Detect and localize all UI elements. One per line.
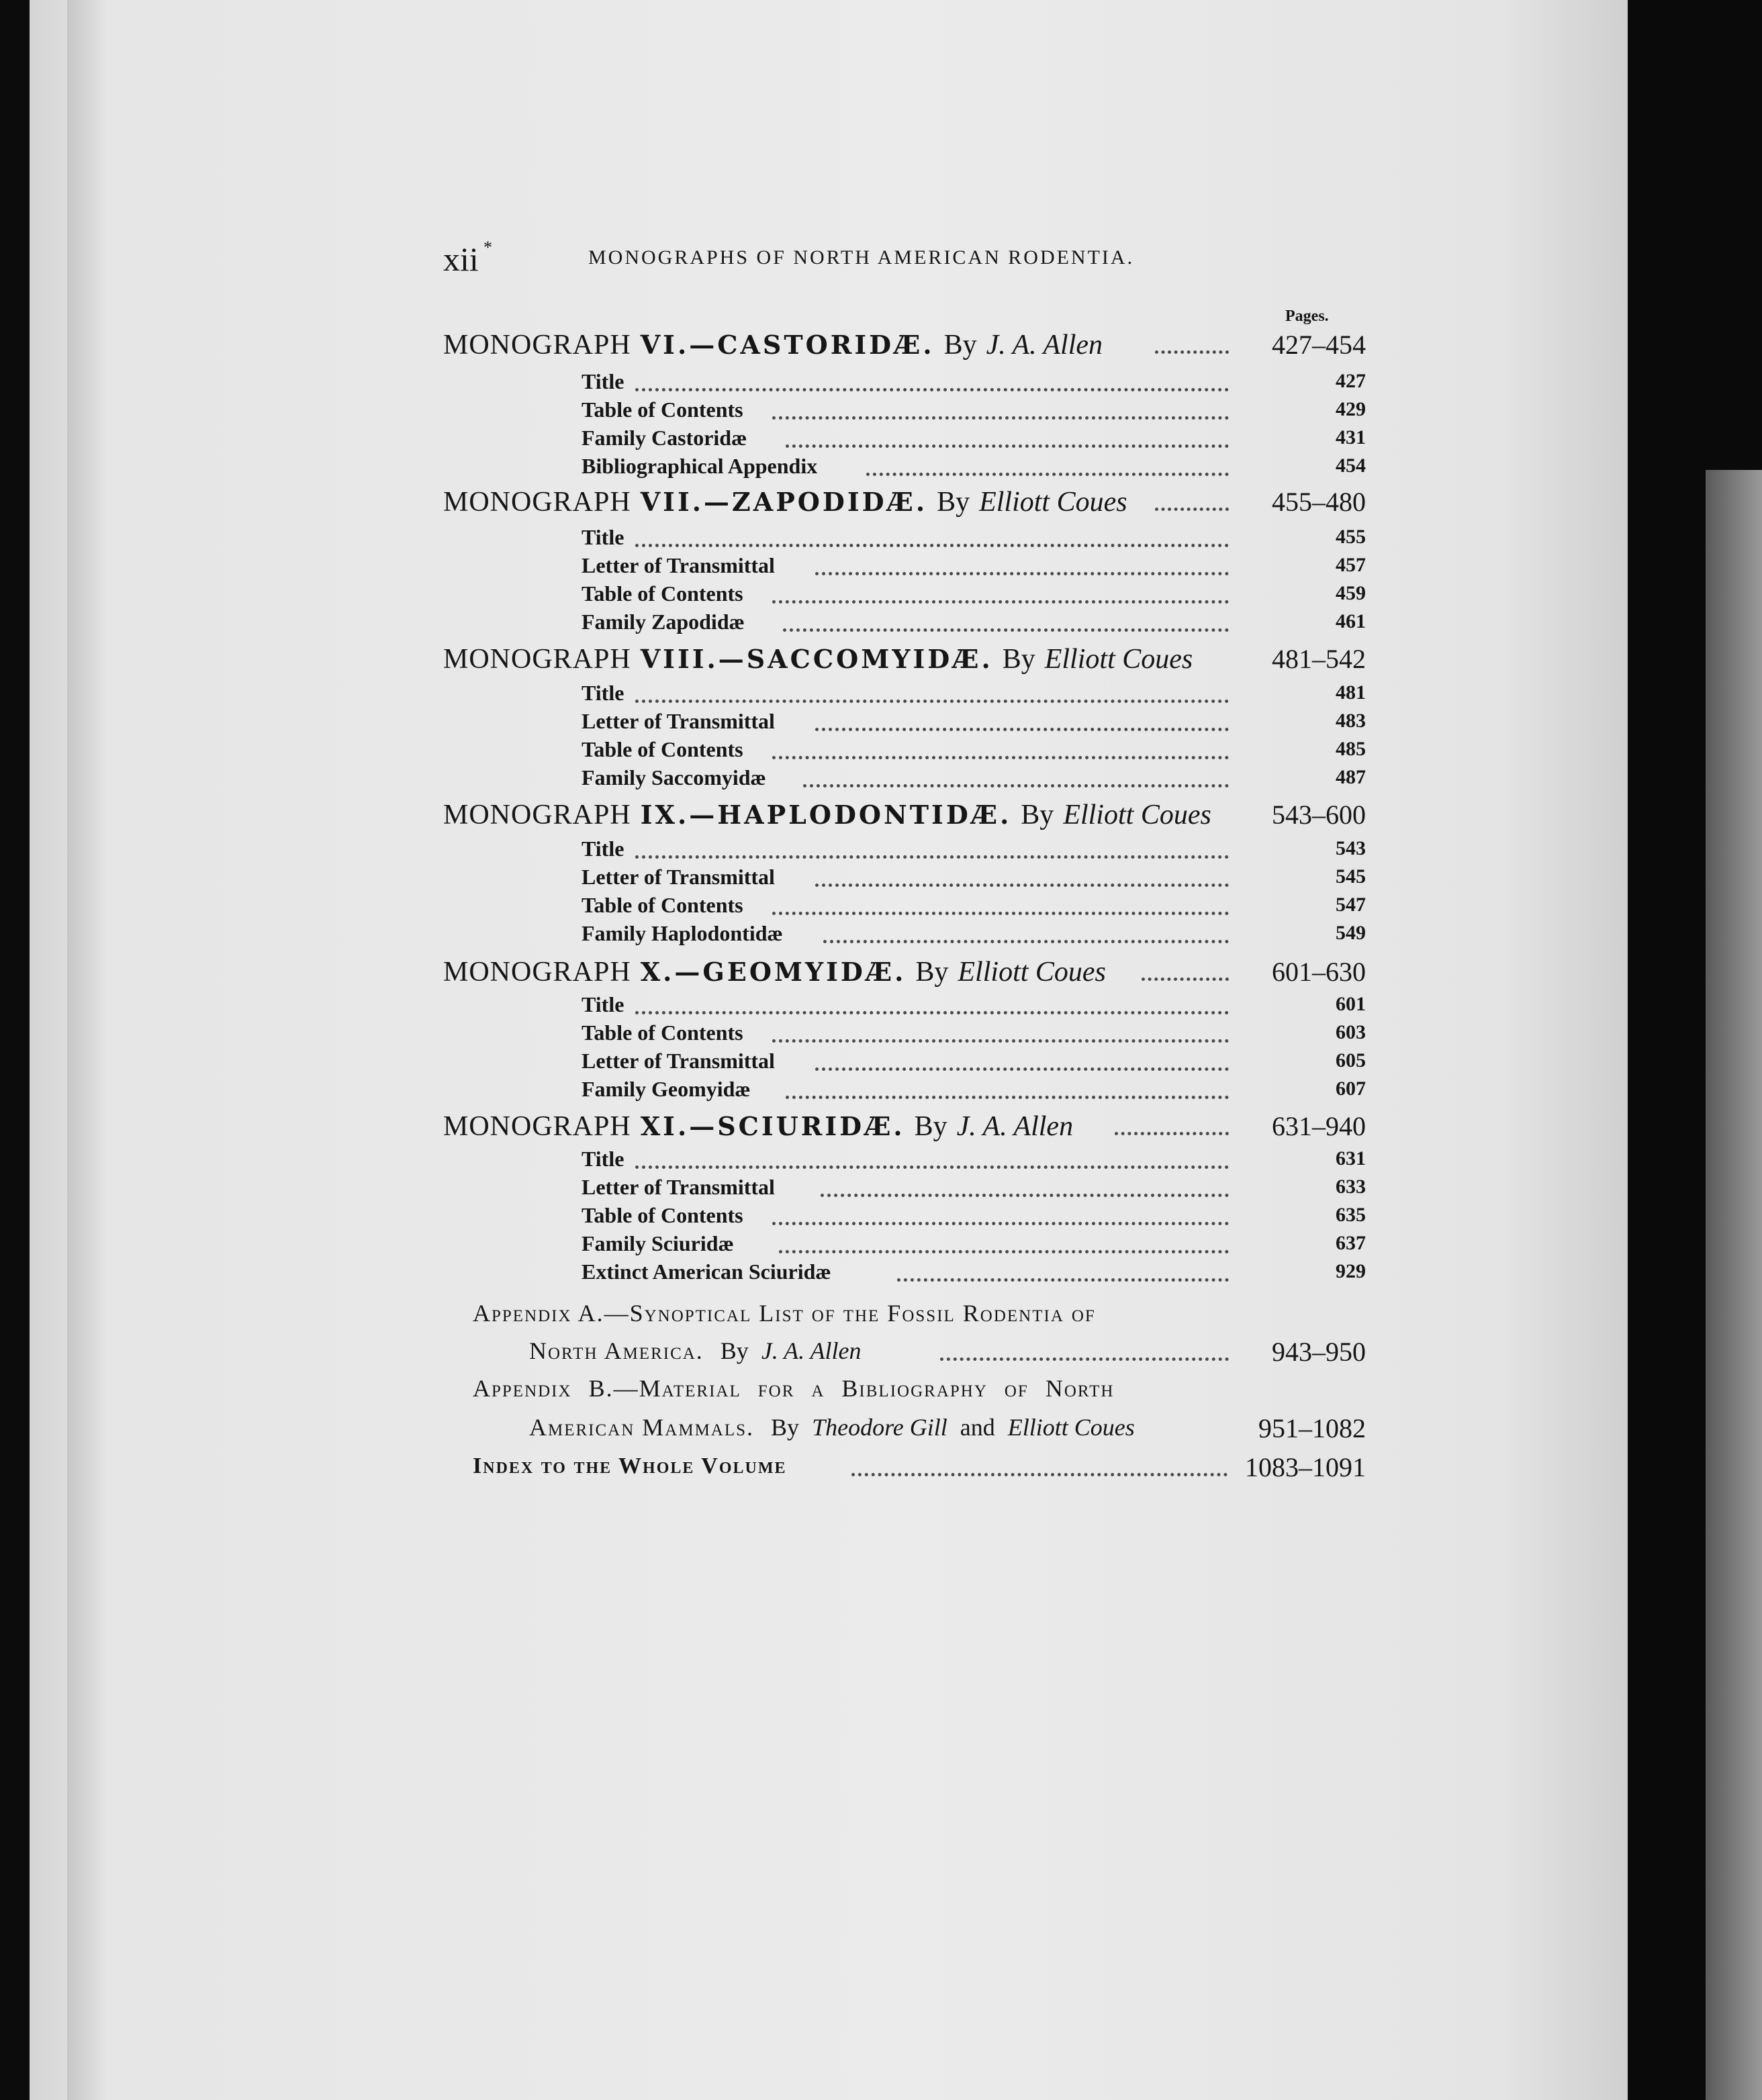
- leader-dots: [815, 565, 1229, 575]
- toc-entry: [0, 368, 1762, 397]
- by-word: By: [943, 330, 977, 361]
- toc-entry: [0, 991, 1762, 1020]
- appendix-title-line2: North America.: [529, 1337, 704, 1364]
- entry-page: 427: [1336, 370, 1366, 392]
- leader-dots: [635, 1004, 1229, 1014]
- appendix-author: Theodore Gill: [812, 1414, 947, 1441]
- monograph-heading: [0, 799, 1762, 828]
- leader-dots: [1142, 971, 1229, 981]
- monograph-page-range: 543–600: [1272, 800, 1366, 830]
- toc-entry: [0, 736, 1762, 765]
- entry-page: 485: [1336, 738, 1366, 760]
- leader-dots: [635, 537, 1229, 547]
- entry-label: Table of Contents: [582, 737, 743, 761]
- monograph-family: VIII.—SACCOMYIDÆ.: [640, 644, 993, 674]
- leader-dots: [815, 721, 1229, 731]
- entry-page: 601: [1336, 993, 1366, 1015]
- leader-dots: [1155, 344, 1229, 354]
- monograph-author: Elliott Coues: [1063, 800, 1211, 830]
- monograph-heading: [0, 643, 1762, 673]
- running-head: [443, 239, 1236, 279]
- entry-page: 633: [1336, 1176, 1366, 1198]
- leader-dots: [1155, 501, 1229, 511]
- entry-label: Family Saccomyidæ: [582, 765, 766, 790]
- entry-label: Letter of Transmittal: [582, 553, 775, 577]
- appendix-title-line1: Appendix A.—Synoptical List of the Fossil Rodentia of: [473, 1300, 1096, 1327]
- leader-dots: [815, 1061, 1229, 1071]
- entry-page: 545: [1336, 865, 1366, 888]
- entry-page: 461: [1336, 610, 1366, 632]
- appendix-title-line1: Appendix B.—Material for a Bibliography of North: [473, 1375, 1115, 1402]
- toc-entry: [0, 863, 1762, 893]
- monograph-page-range: 455–480: [1272, 487, 1366, 517]
- monograph-word: MONOGRAPH: [443, 1111, 631, 1142]
- entry-label: Table of Contents: [582, 1020, 743, 1045]
- toc-entry: [0, 552, 1762, 581]
- appendix-author: Elliott Coues: [1007, 1414, 1135, 1441]
- monograph-family: IX.—HAPLODONTIDÆ.: [640, 800, 1012, 830]
- by-word: By: [1002, 644, 1035, 675]
- by-word: By: [1021, 800, 1054, 830]
- monograph-page-range: 631–940: [1272, 1111, 1366, 1141]
- entry-page: 631: [1336, 1147, 1366, 1170]
- leader-dots: [635, 1159, 1229, 1169]
- appendix-a: [0, 1298, 1762, 1331]
- entry-page: 455: [1336, 526, 1366, 548]
- leader-dots: [803, 777, 1229, 787]
- and-word: and: [960, 1414, 995, 1441]
- pages-column-label: Pages.: [1285, 307, 1329, 325]
- monograph-family: VII.—ZAPODIDÆ.: [640, 487, 928, 517]
- leader-dots: [635, 849, 1229, 859]
- monograph-page-range: 481–542: [1272, 644, 1366, 674]
- monograph-family: X.—GEOMYIDÆ.: [640, 957, 907, 987]
- entry-label: Family Sciuridæ: [582, 1231, 734, 1255]
- entry-label: Family Zapodidæ: [582, 610, 745, 634]
- leader-dots: [783, 622, 1229, 632]
- page-number-mark: *: [483, 238, 492, 257]
- appendix-author: J. A. Allen: [761, 1337, 862, 1364]
- entry-page: 605: [1336, 1049, 1366, 1071]
- appendix-title-line2: American Mammals.: [529, 1414, 755, 1441]
- entry-page: 457: [1336, 554, 1366, 576]
- entry-page: 487: [1336, 766, 1366, 788]
- toc-entry: [0, 892, 1762, 921]
- entry-page: 635: [1336, 1204, 1366, 1226]
- entry-label: Letter of Transmittal: [582, 1175, 775, 1199]
- monograph-author: J. A. Allen: [956, 1111, 1074, 1142]
- by-word: By: [915, 957, 949, 988]
- toc-entry: [0, 424, 1762, 454]
- leader-dots: [779, 1243, 1229, 1253]
- monograph-word: MONOGRAPH: [443, 487, 631, 518]
- leader-dots: [786, 438, 1229, 448]
- entry-label: Table of Contents: [582, 397, 743, 422]
- leader-dots: [821, 1187, 1229, 1197]
- entry-page: 543: [1336, 837, 1366, 859]
- monograph-author: Elliott Coues: [958, 957, 1106, 988]
- leader-dots: [772, 905, 1229, 915]
- index-label: Index to the Whole Volume: [473, 1453, 787, 1478]
- entry-label: Letter of Transmittal: [582, 865, 775, 889]
- entry-page: 603: [1336, 1021, 1366, 1043]
- monograph-family: XI.—SCIURIDÆ.: [640, 1111, 905, 1141]
- entry-label: Letter of Transmittal: [582, 1049, 775, 1073]
- monograph-word: MONOGRAPH: [443, 800, 631, 830]
- toc-entry: [0, 608, 1762, 638]
- monograph-heading: [0, 1110, 1762, 1140]
- entry-label: Title: [582, 369, 624, 393]
- leader-dots: [823, 933, 1229, 943]
- leader-dots: [897, 1272, 1229, 1282]
- entry-label: Family Haplodontidæ: [582, 921, 783, 945]
- toc-entry: [0, 452, 1762, 482]
- index-page-range: 1083–1091: [1245, 1452, 1366, 1482]
- toc-entry: [0, 1174, 1762, 1203]
- appendix-a-line2: [0, 1336, 1762, 1370]
- toc-entry: [0, 1202, 1762, 1231]
- leader-dots: [635, 693, 1229, 703]
- entry-page: 454: [1336, 455, 1366, 477]
- leader-dots: [786, 1089, 1229, 1099]
- entry-page: 429: [1336, 398, 1366, 420]
- leader-dots: [772, 749, 1229, 759]
- toc-entry: [0, 1258, 1762, 1288]
- toc-entry: [0, 1230, 1762, 1259]
- leader-dots: [772, 1215, 1229, 1225]
- entry-label: Table of Contents: [582, 581, 743, 606]
- toc-entry: [0, 835, 1762, 865]
- entry-page: 459: [1336, 582, 1366, 604]
- entry-label: Table of Contents: [582, 1203, 743, 1227]
- monograph-heading: [0, 956, 1762, 986]
- appendix-page-range: 943–950: [1272, 1337, 1366, 1367]
- appendix-b-line2: [0, 1413, 1762, 1446]
- monograph-page-range: 427–454: [1272, 330, 1366, 360]
- entry-page: 547: [1336, 894, 1366, 916]
- entry-label: Title: [582, 525, 624, 549]
- toc-entry: [0, 580, 1762, 610]
- by-word: By: [914, 1111, 947, 1142]
- toc-entry: [0, 920, 1762, 949]
- toc-entry: [0, 1047, 1762, 1077]
- entry-label: Title: [582, 992, 624, 1016]
- toc-entry: [0, 1076, 1762, 1105]
- leader-dots: [866, 466, 1229, 476]
- entry-label: Letter of Transmittal: [582, 709, 775, 733]
- entry-page: 483: [1336, 710, 1366, 732]
- entry-label: Family Geomyidæ: [582, 1077, 751, 1101]
- toc-entry: [0, 708, 1762, 737]
- monograph-heading: [0, 329, 1762, 359]
- leader-dots: [851, 1466, 1227, 1476]
- leader-dots: [772, 1033, 1229, 1043]
- entry-page: 481: [1336, 681, 1366, 704]
- by-word: By: [771, 1414, 800, 1441]
- appendix-page-range: 951–1082: [1258, 1413, 1366, 1443]
- entry-page: 431: [1336, 426, 1366, 448]
- entry-page: 549: [1336, 922, 1366, 944]
- entry-page: 607: [1336, 1078, 1366, 1100]
- entry-label: Title: [582, 1147, 624, 1171]
- leader-dots: [635, 381, 1229, 391]
- entry-label: Family Castoridæ: [582, 426, 747, 450]
- running-title: MONOGRAPHS OF NORTH AMERICAN RODENTIA.: [588, 246, 1135, 269]
- entry-page: 637: [1336, 1232, 1366, 1254]
- index-entry: [0, 1451, 1762, 1485]
- entry-label: Bibliographical Appendix: [582, 454, 818, 478]
- monograph-heading: [0, 486, 1762, 516]
- entry-label: Extinct American Sciuridæ: [582, 1259, 831, 1284]
- monograph-word: MONOGRAPH: [443, 957, 631, 988]
- monograph-author: Elliott Coues: [1044, 644, 1193, 675]
- toc-entry: [0, 1019, 1762, 1049]
- entry-label: Table of Contents: [582, 893, 743, 917]
- leader-dots: [940, 1351, 1229, 1361]
- monograph-word: MONOGRAPH: [443, 644, 631, 675]
- appendix-b: [0, 1374, 1762, 1406]
- leader-dots: [1115, 1125, 1229, 1135]
- toc-entry: [0, 524, 1762, 553]
- entry-label: Title: [582, 681, 624, 705]
- toc-entry: [0, 1145, 1762, 1175]
- page-number: xii: [443, 240, 479, 278]
- toc-entry: [0, 764, 1762, 794]
- by-word: By: [937, 487, 970, 518]
- entry-page: 929: [1336, 1260, 1366, 1282]
- monograph-page-range: 601–630: [1272, 957, 1366, 987]
- monograph-family: VI.—CASTORIDÆ.: [640, 330, 935, 360]
- toc-entry: [0, 396, 1762, 426]
- leader-dots: [815, 877, 1229, 887]
- monograph-author: J. A. Allen: [986, 330, 1103, 361]
- by-word: By: [720, 1337, 749, 1364]
- monograph-author: Elliott Coues: [979, 487, 1127, 518]
- leader-dots: [772, 410, 1229, 420]
- leader-dots: [772, 593, 1229, 604]
- toc-entry: [0, 679, 1762, 709]
- monograph-word: MONOGRAPH: [443, 330, 631, 361]
- entry-label: Title: [582, 837, 624, 861]
